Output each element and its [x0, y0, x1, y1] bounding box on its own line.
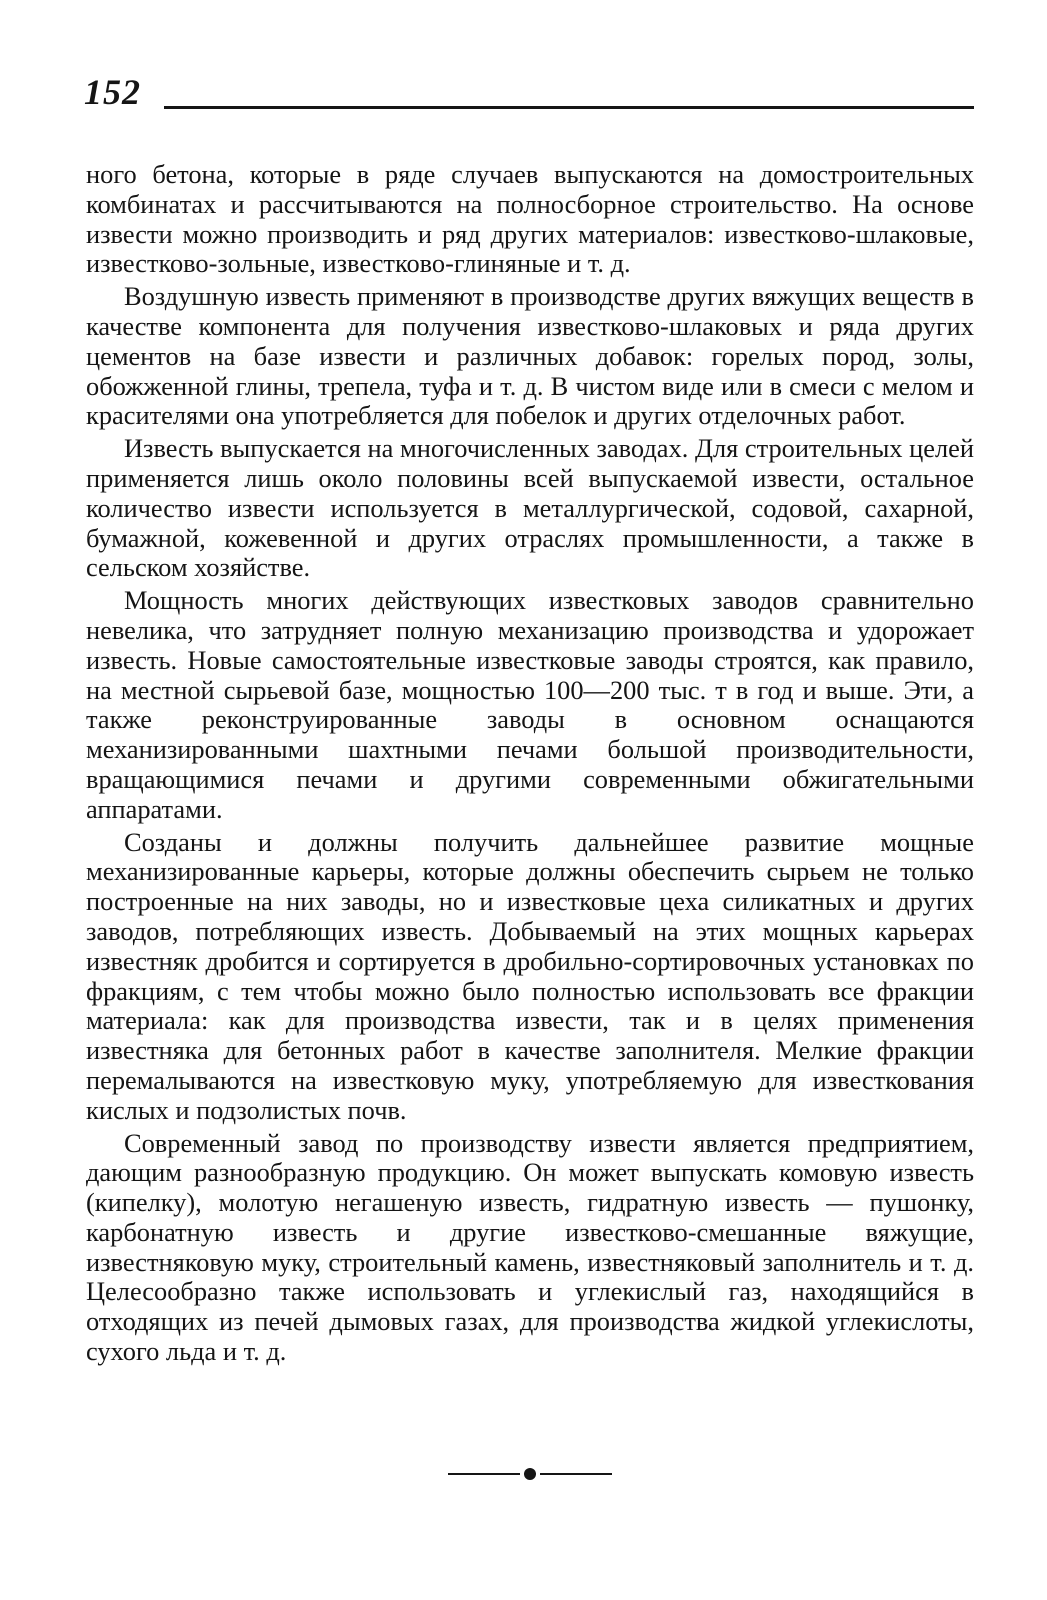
paragraph: Созданы и должны получить дальнейшее развитие мощные механизированные карьеры, которые должны обеспечить сырьем не только построенные на них заводы, но и известковые цеха силикатных и других заводов, потребляющих известь. Добываемый на этих мощных карьерах известняк дробится и сортируется в дробильно-сортировочных установках по фракциям, с тем чтобы можно было полностью использовать все фракции материала: как для производства извести, так и в целях применения известняка для бетонных работ в качестве заполнителя. Мелкие фракции перемалываются на известковую муку, употребляемую для известкования кислых и подзолистых почв. — [86, 826, 974, 1125]
ornament-line-right — [540, 1473, 612, 1475]
paragraph: Воздушную известь применяют в производстве других вяжущих веществ в качестве компонента для получения известково-шлаковых и ряда других цементов на базе извести и различных добавок: горелых пород, золы, обожженной глины, трепела, туфа и т. д. В чистом виде или в смеси с мелом и красителями она употребляется для побелок и других отделочных работ. — [86, 281, 974, 431]
body-text — [86, 160, 974, 1370]
paragraph: Известь выпускается на многочисленных заводах. Для строительных целей применяется лишь около половины всей выпускаемой извести, остальное количество извести используется в металлургической, содовой, сахарной, бумажной, кожевенной и других отраслях промышленности, а также в сельском хозяйстве. — [86, 433, 974, 583]
paragraph: Современный завод по производству извести является предприятием, дающим разнообразную продукцию. Он может выпускать комовую известь (кипелку), молотую негашеную известь, гидратную известь — пушонку, карбонатную известь и другие известково-смешанные вяжущие, известняковую муку, строительный камень, известняковый заполнитель и т. д. Целесообразно также использовать и углекислый газ, находящийся в отходящих из печей дымовых газах, для производства жидкой углекислоты, сухого льда и т. д. — [86, 1127, 974, 1367]
paragraph-continued: ного бетона, которые в ряде случаев выпускаются на домостроительных комбинатах и рассчитываются на полносборное строительство. На основе извести можно производить и ряд других материалов: известково-шлаковые, известково-зольные, известково-глиняные и т. д. — [86, 159, 974, 279]
end-ornament — [448, 1467, 612, 1481]
page-header — [84, 70, 974, 116]
page-number: 152 — [84, 72, 141, 112]
ornament-line-left — [448, 1473, 520, 1475]
paragraph: Мощность многих действующих известковых заводов сравнительно невелика, что затрудняет полную механизацию производства и удорожает известь. Новые самостоятельные известковые заводы строятся, как правило, на местной сырьевой базе, мощностью 100—200 тыс. т в год и выше. Эти, а также реконструированные заводы в основном оснащаются механизированными шахтными печами большой производительности, вращающимися печами и другими современными обжигательными аппаратами. — [86, 585, 974, 824]
header-rule — [164, 106, 974, 109]
ornament-dot — [524, 1468, 536, 1480]
